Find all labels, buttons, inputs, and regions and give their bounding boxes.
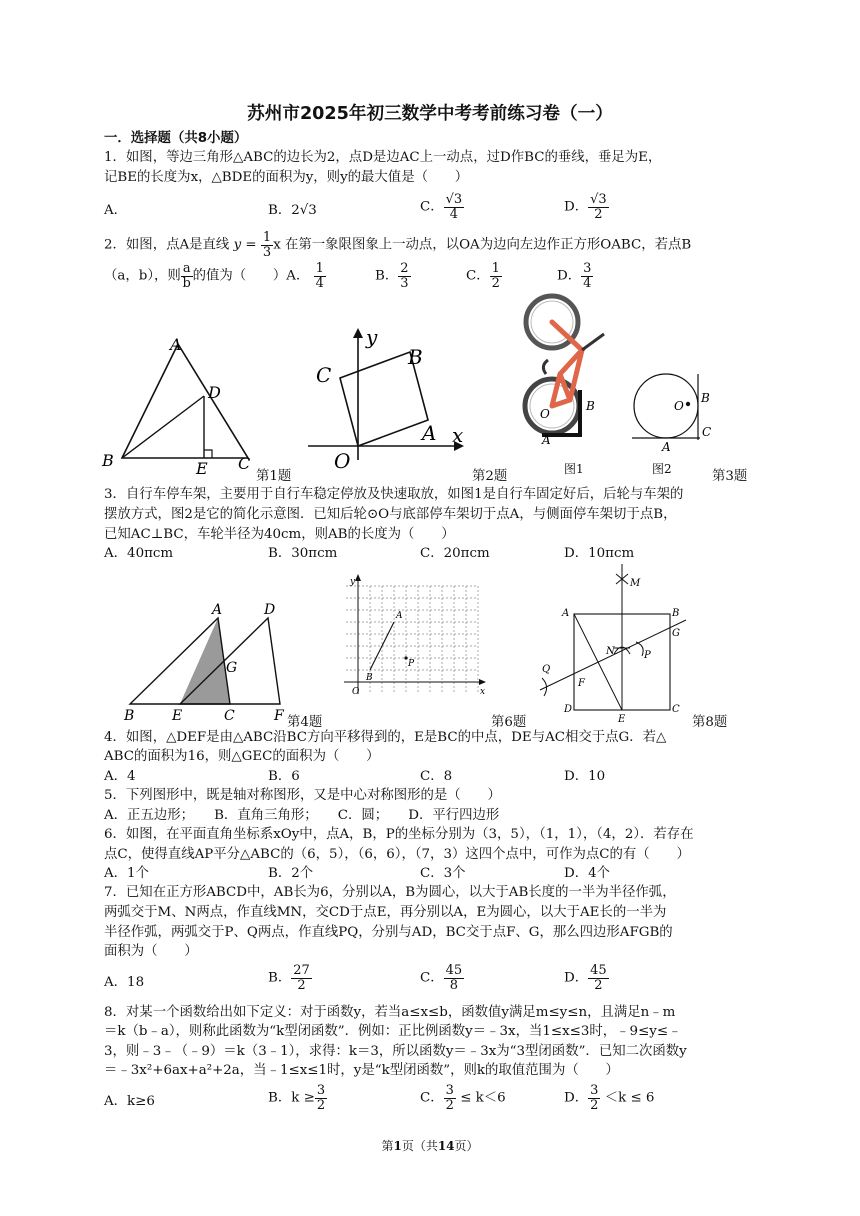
q2-line1: 2．如图，点A是直线 y = $\frac{1}{3}$ x 在第一象限图象上一动点，以OA为边向左边作正方形OABC，若点B: [104, 230, 692, 260]
q6-option-a: A．1个: [104, 866, 149, 881]
q8-line1: 8．对某一个函数给出如下定义：对于函数y，若当a≤x≤b，函数值y满足m≤y≤n，且满足n﹣m: [104, 1005, 676, 1020]
q7-line2: 两弧交于M、N两点，作直线MN，交CD于点E，再分别以A，E为圆心，以大于AE长的一半为: [104, 905, 667, 920]
caption-q8: 第8题: [692, 715, 728, 730]
q6-line1: 6．如图，在平面直角坐标系xOy中，点A，B，P的坐标分别为（3，5），（1，1），（4，2）．若存在: [104, 827, 694, 842]
fig8-label-c: C: [672, 704, 680, 715]
caption-q6: 第6题: [491, 715, 527, 730]
figure-3-bicycle-photo: [512, 290, 624, 446]
q8-line2: ＝k（b﹣a），则称此函数为“k型闭函数”．例如：正比例函数y＝﹣3x，当1≤x≤3时，﹣9≤y≤﹣: [104, 1024, 682, 1039]
fig4-label-e: E: [172, 708, 183, 724]
fig3-caption-1: 图1: [564, 462, 584, 476]
q8-option-d: D． $\frac{3}{2}$ ＜k ≤ 6: [564, 1083, 655, 1113]
q1-option-b: B．2√3: [268, 203, 317, 218]
fig4-label-d: D: [264, 602, 276, 618]
fig8-label-g: G: [672, 628, 680, 639]
q8-option-c: C． $\frac{3}{2}$ ≤ k＜6: [420, 1083, 506, 1113]
fig1-label-d: D: [208, 383, 221, 402]
q7-option-d: D． $\frac{45}{2}$: [564, 963, 607, 993]
caption-q4: 第4题: [287, 715, 323, 730]
q4-option-c: C．8: [420, 769, 453, 784]
section-heading: 一．选择题（共8小题）: [104, 131, 248, 146]
figure-1-triangle: [100, 336, 260, 476]
fig2-label-b: B: [408, 345, 423, 369]
fig4-label-c: C: [224, 708, 235, 724]
page-footer: 第1页（共14页）: [381, 1139, 479, 1153]
fig1-label-b: B: [102, 451, 114, 470]
q6-option-b: B．2个: [268, 866, 314, 881]
fig2-label-c: C: [316, 363, 332, 387]
fig2-label-a: A: [422, 421, 437, 445]
q3-option-a: A．40πcm: [104, 546, 174, 561]
fig3-photo-label-a: A: [542, 433, 551, 446]
q3-option-c: C．20πcm: [420, 546, 490, 561]
q8-option-b: B．k ≥ $\frac{3}{2}$: [268, 1083, 326, 1113]
q4-option-b: B．6: [268, 769, 300, 784]
fig3-label-b: B: [701, 391, 710, 405]
q8-line3: 3，则﹣3﹣（﹣9）＝k（3﹣1），求得：k＝3，所以函数y＝﹣3x为“3型闭函数”．已知二次函数y: [104, 1044, 687, 1059]
page-number: 1: [393, 1139, 402, 1153]
fig2-label-x: x: [452, 423, 464, 447]
fig6-label-o: O: [352, 687, 360, 697]
q2-option-b: B． $\frac{2}{3}$: [375, 261, 409, 291]
q8-line4: ＝﹣3x²+6ax+a²+2a，当﹣1≤x≤1时，y是“k型闭函数”，则k的取值范围为（ ）: [104, 1063, 619, 1078]
fig8-label-n: N: [606, 646, 615, 657]
q3-line3: 已知AC⊥BC，车轮半径为40cm，则AB的长度为（ ）: [104, 527, 455, 542]
fig4-label-a: A: [212, 602, 223, 618]
fig1-label-e: E: [196, 459, 208, 476]
fig8-label-a: A: [562, 608, 570, 619]
fig8-label-d: D: [564, 704, 573, 715]
fig3-photo-label-b: B: [586, 399, 595, 413]
q4-line2: ABC的面积为16，则△GEC的面积为（ ）: [104, 749, 380, 764]
fig4-label-f: F: [274, 708, 284, 724]
q7-option-b: B． $\frac{27}{2}$: [268, 963, 310, 993]
fig8-label-f: F: [578, 678, 585, 689]
q3-line1: 3．自行车停车架，主要用于自行车稳定停放及快速取放，如图1是自行车固定好后，后轮与车架的: [104, 487, 684, 502]
fig2-label-o: O: [334, 449, 351, 472]
q8-option-a: A．k≥6: [104, 1094, 155, 1109]
fig8-label-p: P: [644, 650, 651, 661]
caption-q1: 第1题: [256, 469, 292, 484]
q1-option-a: A．: [104, 203, 128, 218]
q7-option-c: C． $\frac{45}{8}$: [420, 963, 463, 993]
fig4-label-b: B: [124, 708, 135, 724]
page-total: 14: [437, 1139, 455, 1153]
q3-option-b: B．30πcm: [268, 546, 338, 561]
figure-6-grid-plane: [340, 574, 490, 708]
fig3-label-a: A: [662, 440, 671, 452]
q3-option-d: D．10πcm: [564, 546, 635, 561]
figure-8-square-construction: [534, 562, 694, 726]
fig6-label-p: P: [408, 659, 415, 669]
fig6-label-x: x: [480, 687, 486, 697]
figure-3-diagram: [628, 372, 718, 452]
q4-option-d: D．10: [564, 769, 606, 784]
q2-option-c: C． $\frac{1}{2}$: [466, 261, 500, 291]
fig3-photo-label-o: O: [540, 407, 550, 421]
q2-line2: （a，b），则 $\frac{a}{b}$ 的值为（ ）A． $\frac{1}{4}$: [104, 261, 324, 291]
fig8-label-e: E: [618, 714, 626, 725]
fig8-label-b: B: [672, 608, 680, 619]
fig4-label-g: G: [226, 660, 238, 676]
fig6-label-a: A: [396, 611, 403, 621]
fig8-label-m: M: [630, 578, 641, 589]
q5-line1: 5．下列图形中，既是轴对称图形，又是中心对称图形的是（ ）: [104, 788, 501, 803]
q1-line1: 1．如图，等边三角形△ABC的边长为2，点D是边AC上一动点，过D作BC的垂线，垂足为E，: [104, 150, 662, 165]
page-title: 苏州市2025年初三数学中考考前练习卷（一）: [247, 104, 613, 124]
q4-line1: 4．如图，△DEF是由△ABC沿BC方向平移得到的，E是BC的中点，DE与AC相交于点G．若△: [104, 730, 667, 745]
fig6-label-b: B: [366, 673, 373, 683]
q1-option-d: D． $\frac{√3}{2}$: [564, 192, 607, 222]
fig6-label-y: y: [350, 577, 356, 587]
fig1-label-a: A: [170, 336, 182, 354]
q7-line3: 半径作弧，两弧交于P、Q两点，作直线PQ，分别与AD，BC交于点F、G，那么四边形AFGB的: [104, 925, 673, 940]
fig1-label-c: C: [238, 454, 251, 473]
figure-4-translated-triangles: [118, 600, 298, 724]
q5-options: A．正五边形； B．直角三角形； C．圆； D．平行四边形: [104, 808, 500, 823]
q6-option-c: C．3个: [420, 866, 466, 881]
q1-option-c: C． $\frac{√3}{4}$: [420, 192, 463, 222]
q4-option-a: A．4: [104, 769, 136, 784]
q6-option-d: D．4个: [564, 866, 611, 881]
fig8-label-q: Q: [542, 664, 551, 675]
q7-line4: 面积为（ ）: [104, 944, 198, 959]
q7-line1: 7．已知在正方形ABCD中，AB长为6，分别以A，B为圆心，以大于AB长度的一半为半径作弧，: [104, 885, 676, 900]
q1-line2: 记BE的长度为x，△BDE的面积为y，则y的最大值是（ ）: [104, 170, 469, 185]
q7-option-a: A．18: [104, 975, 145, 990]
q3-line2: 摆放方式，图2是它的简化示意图．已知后轮⊙O与底部停车架切于点A，与侧面停车架切于点B，: [104, 507, 677, 522]
figure-2-square-axes: [300, 322, 480, 472]
caption-q2: 第2题: [472, 469, 508, 484]
q2-option-d: D． $\frac{3}{4}$: [557, 261, 592, 291]
fig3-label-c: C: [702, 425, 712, 439]
fig2-label-y: y: [366, 325, 378, 349]
caption-q3: 第3题: [712, 469, 748, 484]
fig3-label-o: O: [674, 399, 684, 413]
fig3-caption-2: 图2: [652, 462, 672, 476]
q6-line2: 点C，使得直线AP平分△ABC的（6，5），（6，6），（7，3）这四个点中，可作为点C的有（ ）: [104, 847, 690, 862]
